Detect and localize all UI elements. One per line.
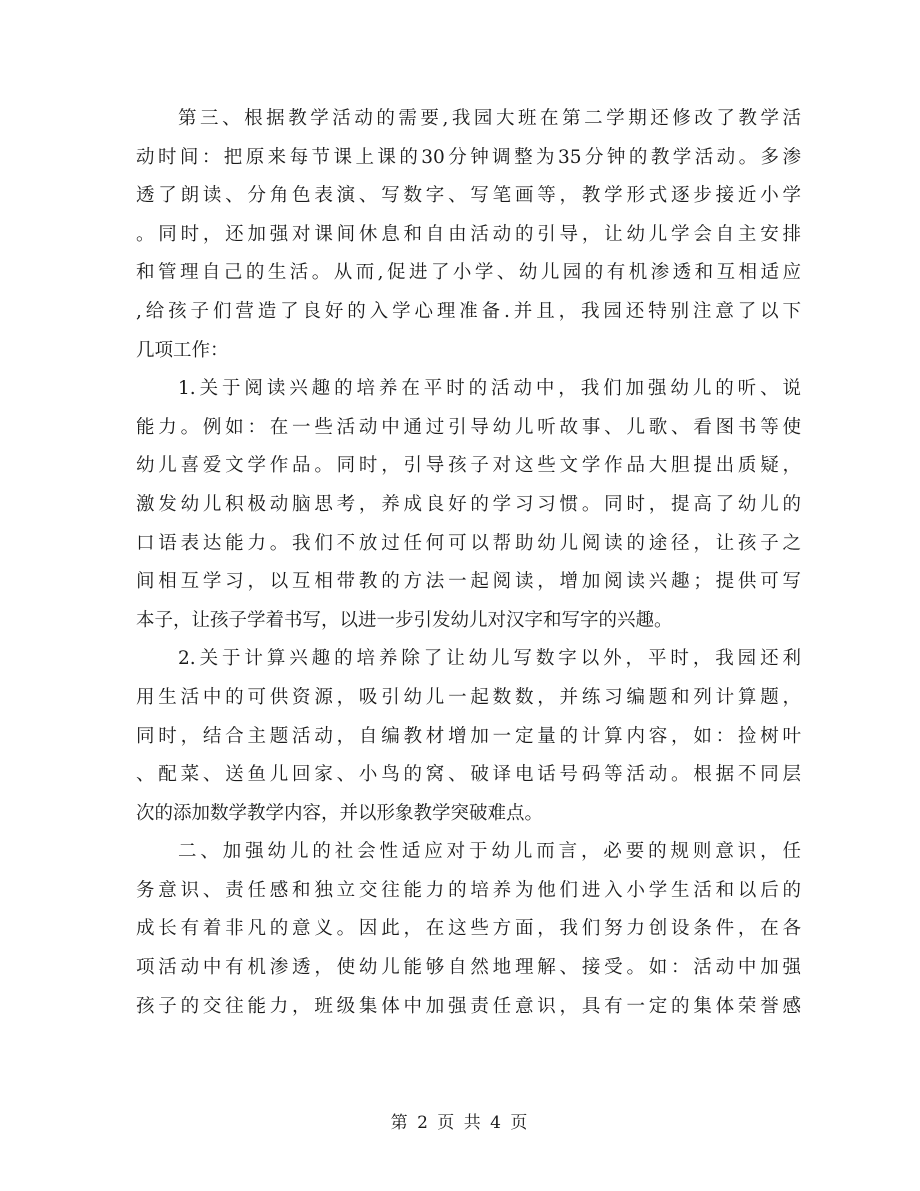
document-body	[136, 100, 801, 1026]
text-line: 间相互学习，以互相带教的方法一起阅读，增加阅读兴趣；提供可写	[136, 571, 801, 593]
text-line: 孩子的交往能力，班级集体中加强责任意识，具有一定的集体荣誉感	[136, 995, 801, 1017]
text-line: 能力。例如：在一些活动中通过引导幼儿听故事、儿歌、看图书等使	[136, 416, 801, 438]
text-line: 用生活中的可供资源，吸引幼儿一起数数，并练习编题和列计算题，	[136, 686, 801, 708]
text-line: 透了朗读、分角色表演、写数字、写笔画等，教学形式逐步接近小学	[136, 185, 801, 207]
paragraph	[136, 370, 801, 640]
text-line: 务意识、责任感和独立交往能力的培养为他们进入小学生活和以后的	[136, 879, 801, 901]
text-line: 激发幼儿积极动脑思考，养成良好的学习习惯。同时，提高了幼儿的	[136, 493, 801, 515]
text-line: 2.关于计算兴趣的培养除了让幼儿写数字以外，平时，我园还利	[178, 648, 801, 670]
text-line: 动时间：把原来每节课上课的30分钟调整为35分钟的教学活动。多渗	[136, 146, 801, 168]
text-line: 幼儿喜爱文学作品。同时，引导孩子对这些文学作品大胆提出质疑，	[136, 455, 801, 477]
page-number-footer: 第 2 页 共 4 页	[390, 1113, 530, 1133]
paragraph	[136, 833, 801, 1026]
text-line: 、配菜、送鱼儿回家、小鸟的窝、破译电话号码等活动。根据不同层	[136, 764, 801, 786]
text-line: 。同时，还加强对课间休息和自由活动的引导，让幼儿学会自主安排	[136, 223, 801, 245]
text-line: 同时，结合主题活动，自编教材增加一定量的计算内容，如：捡树叶	[136, 725, 801, 747]
text-line: 第三、根据教学活动的需要,我园大班在第二学期还修改了教学活	[178, 108, 801, 129]
text-line: 成长有着非凡的意义。因此，在这些方面，我们努力创设条件，在各	[136, 918, 801, 940]
text-line: 项活动中有机渗透，使幼儿能够自然地理解、接受。如：活动中加强	[136, 957, 801, 979]
text-line: 二、加强幼儿的社会性适应对于幼儿而言，必要的规则意识，任	[178, 841, 801, 863]
text-line: 本子，让孩子学着书写，以进一步引发幼儿对汉字和写字的兴趣。	[136, 609, 673, 631]
text-line: 1.关于阅读兴趣的培养在平时的活动中，我们加强幼儿的听、说	[178, 378, 801, 400]
text-line: 口语表达能力。我们不放过任何可以帮助幼儿阅读的途径，让孩子之	[136, 532, 801, 554]
text-line: ,给孩子们营造了良好的入学心理准备.并且，我园还特别注意了以下	[136, 300, 801, 322]
paragraph	[136, 100, 801, 370]
text-line: 几项工作：	[136, 339, 229, 361]
text-line: 次的添加数学教学内容，并以形象教学突破难点。	[136, 802, 544, 824]
text-line: 和管理自己的生活。从而,促进了小学、幼儿园的有机渗透和互相适应	[136, 262, 801, 284]
paragraph	[136, 640, 801, 833]
